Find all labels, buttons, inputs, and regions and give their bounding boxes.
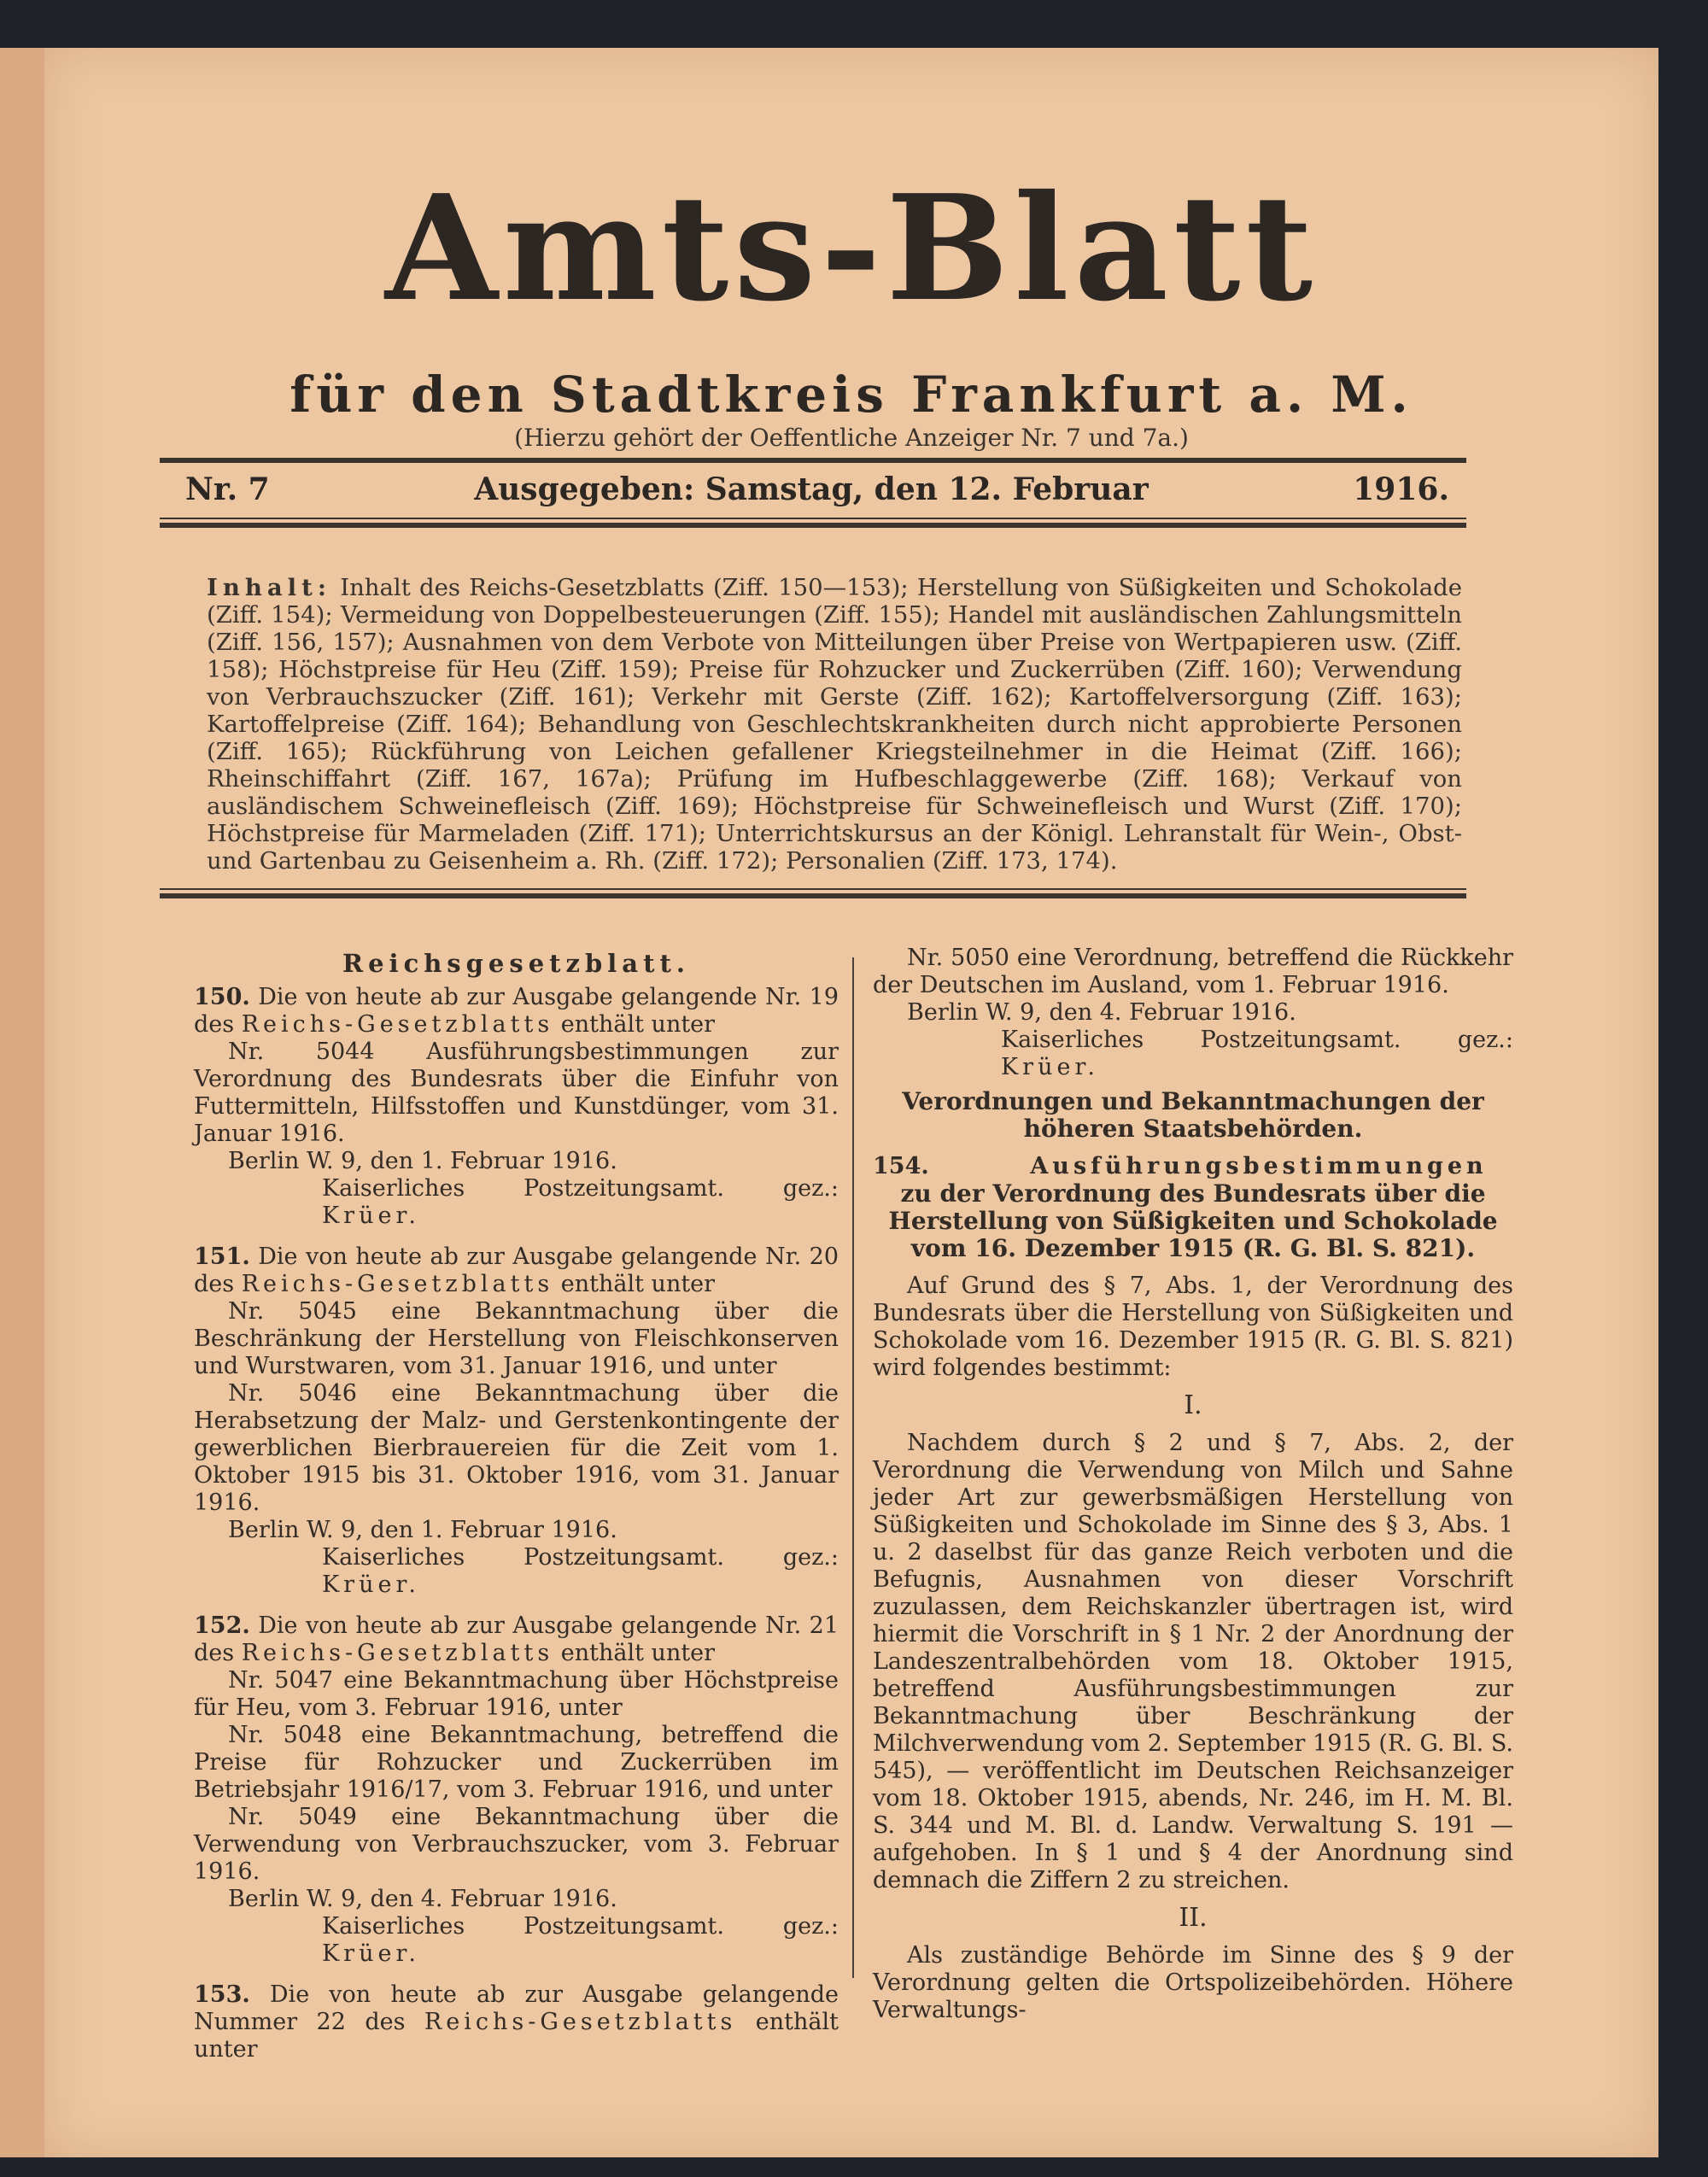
entry-151-signature: Kaiserliches Postzeitungsamt. gez.: Krüer. <box>322 1544 839 1598</box>
entry-154-subtitle: zu der Verordnung des Bundesrats über die Herstellung von Süßigkeiten und Schokolade vom 16. Dezember 1915 (R. G. Bl. S. 821). <box>888 1179 1498 1262</box>
contents-rule-thick <box>160 893 1466 898</box>
section-numeral-1: I. <box>1184 1390 1202 1420</box>
entry-154-paragraph-2: Als zuständige Behörde im Sinne des § 9 der Verordnung gelten die Ortspolizeibehörden. Höhere Verwaltungs- <box>873 1942 1513 2023</box>
issue-date: Ausgegeben: Samstag, den 12. Februar <box>474 471 1149 507</box>
issue-line <box>185 471 1449 514</box>
entry-152-place: Berlin W. 9, den 4. Februar 1916. <box>228 1886 617 1912</box>
entry-150-item: Nr. 5044 Ausführungsbestimmungen zur Verordnung des Bundesrats über die Einfuhr von Futtermitteln, Hilfsstoffen und Kunstdünger, vom 31. Januar 1916. <box>194 1039 839 1147</box>
issue-year: 1916. <box>1353 471 1449 507</box>
entry-154-title-line <box>873 1153 1513 1180</box>
masthead-title: Amts-Blatt <box>384 163 1319 334</box>
top-rule <box>160 458 1466 463</box>
entry-152-signature: Kaiserliches Postzeitungsamt. gez.: Krüer. <box>322 1913 839 1967</box>
entry-153-place: Berlin W. 9, den 4. Februar 1916. <box>907 999 1296 1026</box>
issue-number: Nr. 7 <box>185 471 270 507</box>
entry-152-item1: Nr. 5047 eine Bekanntmachung über Höchstpreise für Heu, vom 3. Februar 1916, unter <box>194 1667 839 1721</box>
contents-rule-thin <box>160 888 1466 890</box>
right-column <box>873 945 1513 2024</box>
issue-rule-thick <box>160 523 1466 528</box>
entry-number: 153. <box>194 1981 250 2008</box>
issue-rule-thin <box>160 518 1466 519</box>
masthead-note: (Hierzu gehört der Oeffentliche Anzeiger Nr. 7 und 7a.) <box>514 424 1189 452</box>
entry-150-place: Berlin W. 9, den 1. Februar 1916. <box>228 1148 617 1174</box>
section-numeral-2: II. <box>1179 1903 1208 1933</box>
entry-152-item3: Nr. 5049 eine Bekanntmachung über die Verwendung von Verbrauchszucker, vom 3. Februar 1916. <box>194 1804 839 1885</box>
entry-152-item2: Nr. 5048 eine Bekanntmachung, betreffend die Preise für Rohzucker und Zuckerrüben im Betriebsjahr 1916/17, vom 3. Februar 1916, und unter <box>194 1722 839 1803</box>
contents-label: Inhalt: <box>207 574 331 601</box>
entry-151-intro: 151. Die von heute ab zur Ausgabe gelangende Nr. 20 des Reichs-Gesetzblatts enthält unter <box>194 1244 839 1297</box>
entry-150-intro: 150. Die von heute ab zur Ausgabe gelangende Nr. 19 des Reichs-Gesetzblatts enthält unter <box>194 984 839 1038</box>
page <box>44 48 1658 2157</box>
left-column <box>194 945 839 2063</box>
entry-154-paragraph-1: Nachdem durch § 2 und § 7, Abs. 2, der Verordnung die Verwendung von Milch und Sahne jeder Art zur gewerbsmäßigen Herstellung von Süßigkeiten und Schokolade im Sinne des § 3, Abs. 1 u. 2 daselbst für das ganze Reich verboten und die Befugnis, Ausnahmen von dieser Vorschrift zuzulassen, dem Reichskanzler übertragen ist, wird hiermit die Vorschrift in § 1 Nr. 2 der Anordnung der Landeszentralbehörden vom 18. Oktober 1915, betreffend Ausführungsbestimmungen zur Bekanntmachung über Beschränkung der Milchverwendung vom 2. September 1915 (R. G. Bl. S. 545), — veröffentlicht im Deutschen Reichsanzeiger vom 18. Oktober 1915, abends, Nr. 246, im H. M. Bl. S. 344 und M. Bl. d. Landw. Verwaltung S. 191 — aufgehoben. In § 1 und § 4 der Anordnung sind demnach die Ziffern 2 zu streichen. <box>873 1430 1513 1893</box>
table-of-contents <box>207 574 1462 875</box>
masthead-subtitle: für den Stadtkreis Frankfurt a. M. <box>290 366 1413 424</box>
entry-150-signature: Kaiserliches Postzeitungsamt. gez.: Krüer. <box>322 1175 839 1229</box>
column-divider <box>852 957 854 1978</box>
entry-153-signature: Kaiserliches Postzeitungsamt. gez.: Krüer. <box>1001 1027 1513 1080</box>
entry-151-place: Berlin W. 9, den 1. Februar 1916. <box>228 1517 617 1543</box>
entry-number: 152. <box>194 1612 250 1639</box>
entry-154-intro: Auf Grund des § 7, Abs. 1, der Verordnung des Bundesrats über die Herstellung von Süßigkeiten und Schokolade vom 16. Dezember 1915 (R. G. Bl. S. 821) wird folgendes bestimmt: <box>873 1273 1513 1381</box>
contents-text: Inhalt des Reichs-Gesetzblatts (Ziff. 150—153); Herstellung von Süßigkeiten und Schokolade (Ziff. 154); Vermeidung von Doppelbesteuerungen (Ziff. 155); Handel mit ausländischen Zahlungsmitteln (Ziff. 156, 157); Ausnahmen von dem Verbote von Mitteilungen über Preise von Wertpapieren usw. (Ziff. 158); Höchstpreise für Heu (Ziff. 159); Preise für Rohzucker und Zuckerrüben (Ziff. 160); Verwendung von Verbrauchszucker (Ziff. 161); Verkehr mit Gerste (Ziff. 162); Kartoffelversorgung (Ziff. 163); Kartoffelpreise (Ziff. 164); Behandlung von Geschlechtskrankheiten durch nicht approbierte Personen (Ziff. 165); Rückführung von Leichen gefallener Kriegsteilnehmer in die Heimat (Ziff. 166); Rheinschiffahrt (Ziff. 167, 167a); Prüfung im Hufbeschlaggewerbe (Ziff. 168); Verkauf von ausländischem Schweinefleisch (Ziff. 169); Höchstpreise für Schweinefleisch und Wurst (Ziff. 170); Höchstpreise für Marmeladen (Ziff. 171); Unterrichtskursus an der Königl. Lehranstalt für Wein-, Obst- und Gartenbau zu Geisenheim a. Rh. (Ziff. 172); Personalien (Ziff. 173, 174). <box>207 574 1462 875</box>
entry-number: 150. <box>194 984 250 1010</box>
entry-151-item1: Nr. 5045 eine Bekanntmachung über die Beschränkung der Herstellung von Fleischkonserven und Wurstwaren, vom 31. Januar 1916, und unter <box>194 1298 839 1379</box>
section-heading-state-authorities: Verordnungen und Bekanntmachungen der höheren Staatsbehörden. <box>902 1087 1484 1143</box>
entry-number: 154. <box>873 1153 929 1179</box>
entry-153-intro: 153. Die von heute ab zur Ausgabe gelangende Nummer 22 des Reichs-Gesetzblatts enthält unter <box>194 1981 839 2063</box>
entry-152-intro: 152. Die von heute ab zur Ausgabe gelangende Nr. 21 des Reichs-Gesetzblatts enthält unter <box>194 1612 839 1666</box>
section-heading-reichsgesetzblatt: Reichsgesetzblatt. <box>342 949 690 978</box>
entry-153-continued-item: Nr. 5050 eine Verordnung, betreffend die Rückkehr der Deutschen im Ausland, vom 1. Februar 1916. <box>873 945 1513 998</box>
entry-154-title: Ausführungsbestimmungen <box>1030 1153 1488 1179</box>
entry-151-item2: Nr. 5046 eine Bekanntmachung über die Herabsetzung der Malz- und Gerstenkontingente der gewerblichen Bierbrauereien für die Zeit vom 1. Oktober 1915 bis 31. Oktober 1916, vom 31. Januar 1916. <box>194 1380 839 1516</box>
entry-number: 151. <box>194 1244 250 1270</box>
